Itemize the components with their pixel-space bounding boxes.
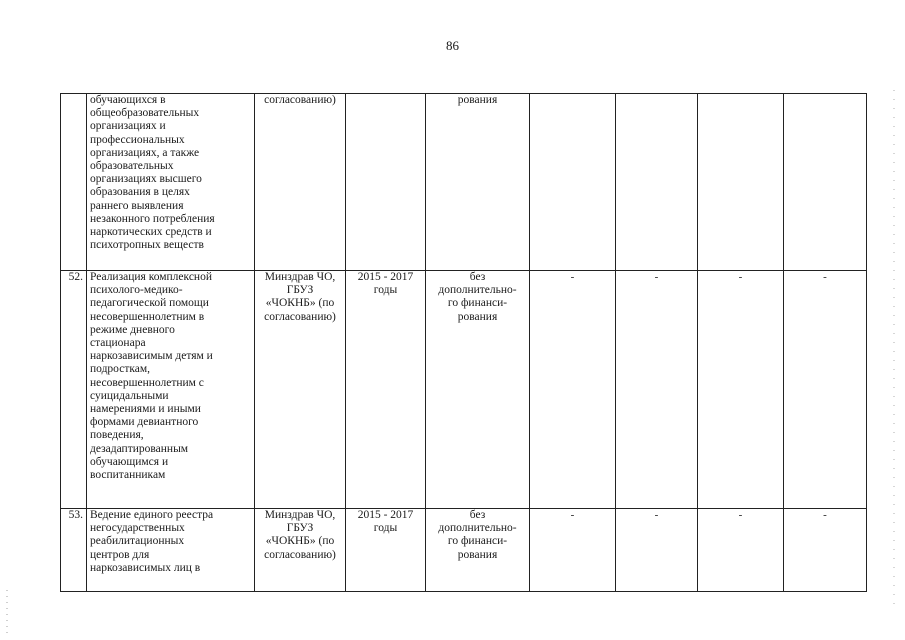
scan-noise-right (893, 90, 895, 610)
amount-cell (698, 94, 784, 271)
description-line: несовершеннолетним в (90, 310, 205, 323)
amount-value: - (823, 509, 827, 521)
amount-cell (616, 509, 698, 592)
row-number-cell (61, 271, 87, 509)
description-line: организациях, а также (90, 146, 200, 159)
financing-line: го финанси- (447, 535, 508, 548)
amount-cell (784, 509, 867, 592)
financing-line: рования (457, 548, 498, 561)
amount-cell (698, 271, 784, 509)
amount-value: - (654, 509, 659, 521)
description-line: режиме дневного (90, 323, 175, 336)
description-line: обучающихся в (90, 94, 166, 106)
description-line: реабилитационных (90, 535, 185, 548)
description-line: наркозависимым детям и (90, 350, 213, 363)
amount-cell (616, 94, 698, 271)
financing-line: рования (457, 94, 498, 106)
description-cell (87, 509, 255, 592)
description-line: формами девиантного (90, 416, 199, 429)
amount-cell (530, 94, 616, 271)
amount-value: - (570, 509, 575, 521)
executor-cell (255, 271, 346, 509)
executor-cell (255, 94, 346, 271)
description-line: дезадаптированным (90, 442, 189, 455)
description-line: педагогической помощи (90, 297, 209, 310)
executor-cell (255, 509, 346, 592)
description-line: организациях и (90, 120, 166, 133)
description-line: Ведение единого реестра (90, 509, 214, 521)
period-line: 2015 - 2017 (357, 509, 414, 521)
financing-cell (426, 509, 530, 592)
scan-noise-left (6, 590, 8, 635)
table-row (61, 94, 867, 271)
description-line: несовершеннолетним с (90, 376, 204, 389)
executor-line: согласованию) (264, 310, 336, 323)
description-line: воспитанникам (90, 469, 166, 482)
period-line: годы (373, 522, 398, 535)
description-line: стационара (90, 337, 146, 350)
amount-cell (616, 271, 698, 509)
description-line: обучающимся и (90, 455, 169, 468)
description-line: подросткам, (90, 363, 151, 376)
description-line: незаконного потребления (90, 212, 215, 225)
executor-line: согласованию) (264, 548, 336, 561)
description-cell (87, 271, 255, 509)
description-line: Реализация комплексной (90, 271, 212, 283)
description-line: образования в целях (90, 186, 190, 199)
executor-line: ГБУЗ (286, 522, 314, 535)
description-line: суицидальными (90, 389, 169, 402)
financing-cell (426, 271, 530, 509)
description-cell (87, 94, 255, 271)
description-line: организациях высшего (90, 173, 202, 186)
amount-value: - (823, 271, 827, 283)
description-line: центров для (90, 548, 150, 561)
description-line: общеобразовательных (90, 107, 200, 120)
table-row (61, 509, 867, 592)
page-number: 86 (446, 38, 459, 53)
amount-cell (530, 509, 616, 592)
financing-line: рования (457, 310, 498, 323)
description-line: образовательных (90, 160, 174, 173)
executor-line: Минздрав ЧО, (264, 271, 336, 283)
financing-line: дополнительно- (438, 284, 517, 297)
period-line: 2015 - 2017 (357, 271, 414, 283)
table-row (61, 271, 867, 509)
amount-value: - (654, 271, 659, 283)
description-line: наркозависимых лиц в (90, 561, 201, 574)
financing-line: дополнительно- (438, 522, 517, 535)
description-line: психолого-медико- (90, 284, 183, 297)
period-cell (346, 94, 426, 271)
period-cell (346, 271, 426, 509)
amount-value: - (738, 271, 743, 283)
row-number-cell (61, 94, 87, 271)
financing-line: без (469, 271, 486, 283)
amount-value: - (738, 509, 743, 521)
period-line: годы (373, 284, 398, 297)
description-line: профессиональных (90, 133, 185, 146)
row-number-cell (61, 509, 87, 592)
description-line: наркотических средств и (90, 226, 212, 239)
description-line: намерениями и иными (90, 403, 201, 416)
period-cell (346, 509, 426, 592)
amount-cell (530, 271, 616, 509)
description-line: психотропных веществ (90, 239, 204, 252)
executor-line: «ЧОКНБ» (по (265, 535, 335, 548)
executor-line: Минздрав ЧО, (264, 509, 336, 521)
amount-cell (784, 94, 867, 271)
financing-cell (426, 94, 530, 271)
executor-line: согласованию) (264, 94, 336, 106)
financing-line: го финанси- (447, 297, 508, 310)
table-body (61, 94, 867, 592)
description-line: раннего выявления (90, 199, 184, 212)
description-line: негосударственных (90, 522, 185, 535)
executor-line: «ЧОКНБ» (по (265, 297, 335, 310)
row-number: 53. (68, 509, 83, 521)
row-number: 52. (68, 271, 83, 283)
executor-line: ГБУЗ (286, 284, 314, 297)
amount-cell (698, 509, 784, 592)
program-table (60, 93, 867, 592)
financing-line: без (469, 509, 486, 521)
description-line: поведения, (90, 429, 144, 442)
amount-cell (784, 271, 867, 509)
amount-value: - (570, 271, 575, 283)
